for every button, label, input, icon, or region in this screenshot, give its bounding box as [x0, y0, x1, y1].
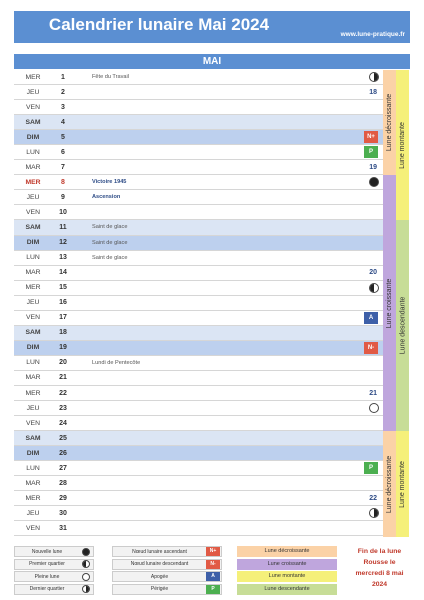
day-row	[14, 296, 383, 311]
day-row	[14, 371, 383, 386]
legend-nodes	[112, 546, 222, 596]
day-row	[14, 130, 383, 145]
day-number: 13	[59, 254, 67, 262]
calendar-grid	[14, 70, 383, 536]
band-montante-2: Lune montante	[396, 431, 409, 537]
day-number: 31	[59, 524, 67, 532]
legend-node-desc: Nœud lunaire descendant N-	[112, 559, 222, 570]
event-badge: A	[364, 312, 378, 324]
day-name: DIM	[26, 344, 40, 352]
day-number: 28	[59, 479, 67, 487]
day-event: Victoire 1945	[92, 179, 127, 186]
day-number: 1	[61, 73, 65, 81]
band-descendante: Lune descendante	[396, 220, 409, 431]
first-quarter-icon	[82, 560, 90, 568]
legend-perigee: Périgée P	[112, 584, 222, 595]
legend-descendante: Lune descendante	[237, 584, 337, 595]
legend-croissante: Lune croissante	[237, 559, 337, 570]
day-number: 9	[61, 193, 65, 201]
first-quarter-moon-icon	[369, 283, 379, 293]
band-decroissante-2: Lune décroissante	[383, 431, 396, 537]
day-row	[14, 401, 383, 416]
day-name: VEN	[26, 314, 40, 322]
day-number: 2	[61, 88, 65, 96]
day-name: LUN	[26, 254, 40, 262]
legend-new-moon: Nouvelle lune	[14, 546, 94, 557]
last-quarter-moon-icon	[369, 508, 379, 518]
day-row	[14, 356, 383, 371]
lunar-day-marker: 20	[369, 269, 377, 277]
day-name: DIM	[26, 239, 40, 247]
day-name: JEU	[26, 404, 40, 412]
day-name: SAM	[25, 329, 41, 337]
day-name: MER	[25, 389, 41, 397]
new-moon-icon	[82, 548, 90, 556]
day-number: 21	[59, 374, 67, 382]
day-event: Saint de glace	[92, 254, 128, 261]
day-row	[14, 175, 383, 190]
legend-montante: Lune montante	[237, 571, 337, 582]
day-number: 16	[59, 299, 67, 307]
day-name: JEU	[26, 193, 40, 201]
legend-phases	[14, 546, 94, 596]
day-name: DIM	[26, 449, 40, 457]
day-event: Ascension	[92, 194, 121, 201]
event-badge: P	[364, 462, 378, 474]
day-number: 26	[59, 449, 67, 457]
day-row	[14, 145, 383, 160]
lune-rousse-note: Fin de la lune Rousse le mercredi 8 mai 2024	[355, 548, 404, 588]
day-number: 30	[59, 509, 67, 517]
day-number: 11	[59, 223, 67, 231]
legend-full-moon: Pleine lune	[14, 571, 94, 582]
day-row	[14, 251, 383, 266]
event-badge: N-	[364, 342, 378, 354]
day-number: 18	[59, 329, 67, 337]
day-number: 3	[61, 103, 65, 111]
day-row	[14, 521, 383, 536]
legend-last-quarter: Dernier quartier	[14, 584, 94, 595]
lunar-day-marker: 22	[369, 494, 377, 502]
lunar-day-marker: 21	[369, 389, 377, 397]
day-number: 23	[59, 404, 67, 412]
day-row	[14, 190, 383, 205]
day-number: 14	[59, 269, 67, 277]
day-number: 15	[59, 284, 67, 292]
event-badge: N+	[364, 131, 378, 143]
day-number: 12	[59, 239, 67, 247]
day-row	[14, 506, 383, 521]
day-event: Lundi de Pentecôte	[92, 359, 141, 366]
page-header	[14, 11, 410, 43]
day-name: SAM	[25, 118, 41, 126]
full-moon-icon	[82, 573, 90, 581]
day-row	[14, 236, 383, 251]
day-row	[14, 386, 383, 401]
page-title: Calendrier lunaire Mai 2024	[48, 15, 270, 34]
day-number: 22	[59, 389, 67, 397]
day-row	[14, 85, 383, 100]
legend-node-asc: Nœud lunaire ascendant N+	[112, 546, 222, 557]
day-row	[14, 311, 383, 326]
day-name: MER	[25, 73, 41, 81]
day-event: Saint de glace	[92, 239, 128, 246]
day-name: MAR	[25, 479, 41, 487]
day-number: 19	[59, 344, 67, 352]
new-moon-icon	[369, 177, 379, 187]
day-name: LUN	[26, 464, 40, 472]
day-number: 10	[59, 208, 67, 216]
day-name: MER	[25, 178, 41, 186]
last-quarter-moon-icon	[369, 72, 379, 82]
band-croissante: Lune croissante	[383, 175, 396, 431]
legend-apogee: Apogée A	[112, 571, 222, 582]
band-decroissante-1: Lune décroissante	[383, 70, 396, 175]
day-row	[14, 491, 383, 506]
day-name: VEN	[26, 524, 40, 532]
day-row	[14, 160, 383, 175]
day-number: 20	[59, 359, 67, 367]
day-name: JEU	[26, 509, 40, 517]
day-row	[14, 446, 383, 461]
lunar-day-marker: 18	[369, 88, 377, 96]
day-event: Saint de glace	[92, 224, 128, 231]
day-name: MAR	[25, 163, 41, 171]
day-event: Fête du Travail	[92, 74, 129, 81]
day-name: VEN	[26, 419, 40, 427]
day-number: 29	[59, 494, 67, 502]
day-row	[14, 115, 383, 130]
legend-decroissante: Lune décroissante	[237, 546, 337, 557]
day-number: 6	[61, 148, 65, 156]
day-name: LUN	[26, 359, 40, 367]
day-name: MAR	[25, 269, 41, 277]
day-number: 5	[61, 133, 65, 141]
legend-colors	[237, 546, 337, 596]
day-name: SAM	[25, 223, 41, 231]
day-number: 24	[59, 419, 67, 427]
day-number: 7	[61, 163, 65, 171]
day-number: 27	[59, 464, 67, 472]
band-montante-1: Lune montante	[396, 70, 409, 220]
day-row	[14, 220, 383, 235]
lunar-day-marker: 19	[369, 163, 377, 171]
day-number: 17	[59, 314, 67, 322]
day-row	[14, 326, 383, 341]
day-row	[14, 205, 383, 220]
day-name: MAR	[25, 374, 41, 382]
day-name: JEU	[26, 299, 40, 307]
day-number: 4	[61, 118, 65, 126]
day-row	[14, 70, 383, 85]
day-number: 8	[61, 178, 65, 186]
day-name: LUN	[26, 148, 40, 156]
day-name: JEU	[26, 88, 40, 96]
site-url[interactable]: www.lune-pratique.fr	[340, 31, 405, 38]
day-row	[14, 476, 383, 491]
day-row	[14, 281, 383, 296]
day-row	[14, 416, 383, 431]
day-number: 25	[59, 434, 67, 442]
event-badge: P	[364, 146, 378, 158]
day-row	[14, 100, 383, 115]
day-name: DIM	[26, 133, 40, 141]
full-moon-icon	[369, 403, 379, 413]
day-row	[14, 431, 383, 446]
last-quarter-icon	[82, 585, 90, 593]
day-row	[14, 266, 383, 281]
day-name: MER	[25, 494, 41, 502]
day-row	[14, 341, 383, 356]
day-name: SAM	[25, 434, 41, 442]
day-name: VEN	[26, 208, 40, 216]
day-row	[14, 461, 383, 476]
month-title: MAI	[14, 54, 410, 69]
day-name: MER	[25, 284, 41, 292]
day-name: VEN	[26, 103, 40, 111]
legend-first-quarter: Premier quartier	[14, 559, 94, 570]
